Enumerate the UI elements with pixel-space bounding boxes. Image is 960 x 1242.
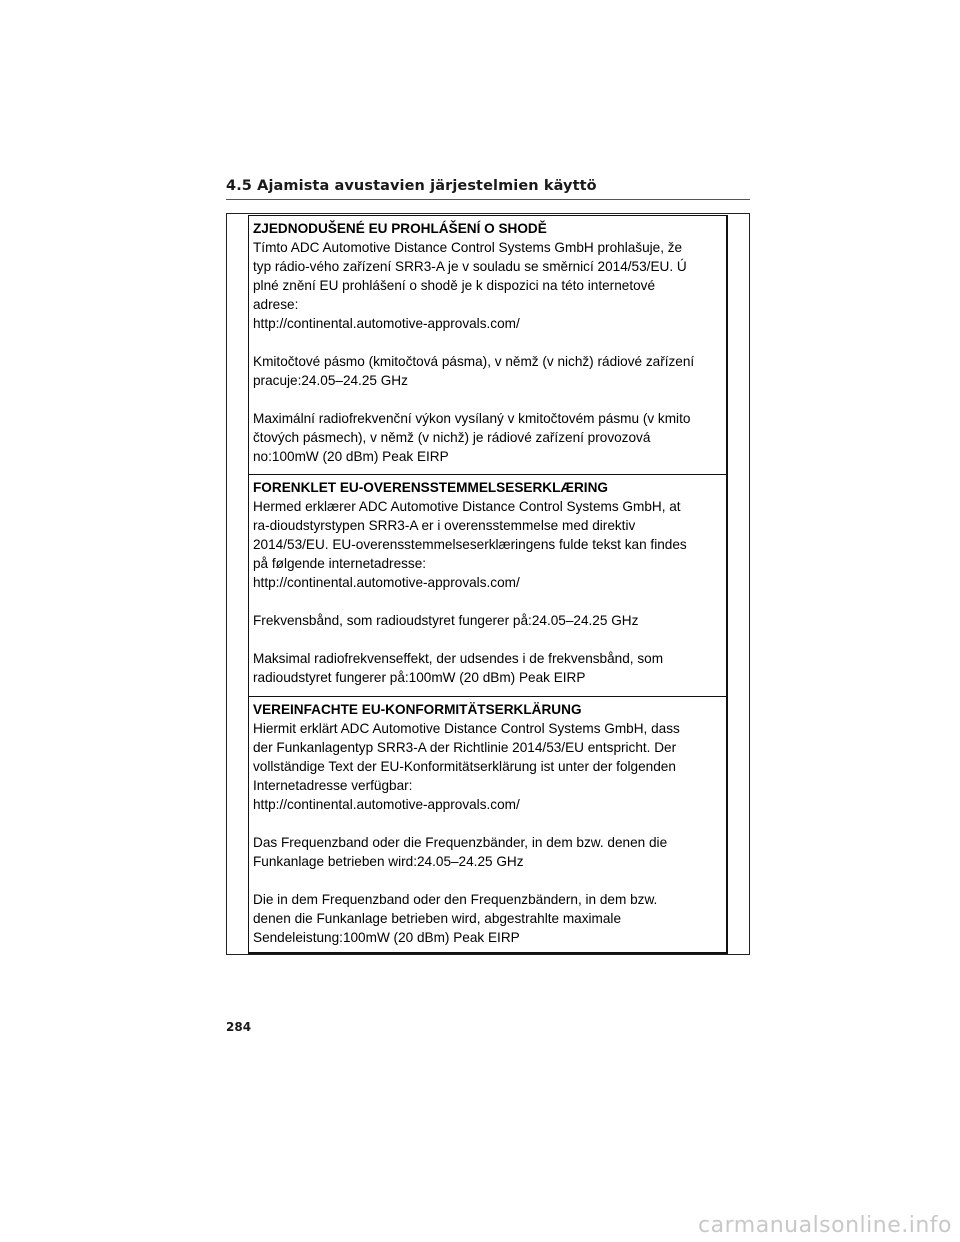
declaration-block-german: [249, 696, 726, 953]
section-title: 4.5 Ajamista avustavien järjestelmien käyttö: [226, 178, 597, 194]
max-power-czech: Maximální radiofrekvenční výkon vysílaný v kmitočtovém pásmu (v kmito čtových pásmech), v němž (v nichž) je rádiové zařízení provozová no:100mW (20 dBm) Peak EIRP: [253, 411, 691, 464]
page-number: 284: [226, 1020, 252, 1034]
max-power-german: Die in dem Frequenzband oder den Frequenzbändern, in dem bzw. denen die Funkanlage betrieben wird, abgestrahlte maximale Sendeleistung:100mW (20 dBm) Peak EIRP: [253, 892, 658, 945]
declaration-block-danish: [249, 474, 726, 696]
watermark: carmanualsonline.info: [698, 1213, 952, 1238]
declaration-block-czech: [249, 216, 726, 474]
frequency-band-czech: Kmitočtové pásmo (kmitočtová pásma), v němž (v nichž) rádiové zařízení pracuje:24.05–24.25 GHz: [253, 354, 695, 388]
header-divider: [226, 199, 750, 200]
declaration-statement-czech: Tímto ADC Automotive Distance Control Systems GmbH prohlašuje, že typ rádio-vého zařízení SRR3-A je v souladu se směrnicí 2014/53/EU. Ú plné znění EU prohlášení o shodě je k dispozici na této internetové adrese: http://continental.automotive-approvals.com/: [253, 240, 687, 331]
declaration-title-danish: FORENKLET EU-OVERENSSTEMMELSESERKLÆRING: [253, 480, 608, 495]
declaration-statement-danish: Hermed erklærer ADC Automotive Distance Control Systems GmbH, at ra-dioudstyrstypen SRR3-A er i overensstemmelse med direktiv 2014/53/EU. EU-overensstemmelseserklæringens fulde tekst kan findes på følgende internetadresse: http://continental.automotive-approvals.com/: [253, 499, 687, 590]
frequency-band-danish: Frekvensbånd, som radioudstyret fungerer på:24.05–24.25 GHz: [253, 613, 639, 628]
declaration-title-czech: ZJEDNODUŠENÉ EU PROHLÁŠENÍ O SHODĚ: [253, 221, 547, 236]
declaration-title-german: VEREINFACHTE EU-KONFORMITÄTSERKLÄRUNG: [253, 702, 582, 717]
declaration-statement-german: Hiermit erklärt ADC Automotive Distance Control Systems GmbH, dass der Funkanlagentyp SRR3-A der Richtlinie 2014/53/EU entspricht. Der vollständige Text der EU-Konformitätserklärung ist unter der folgenden Internetadresse verfügbar: http://continental.automotive-approvals.com/: [253, 721, 680, 812]
max-power-danish: Maksimal radiofrekvenseffekt, der udsendes i de frekvensbånd, som radioudstyret fungerer på:100mW (20 dBm) Peak EIRP: [253, 651, 664, 685]
declaration-table: [248, 215, 728, 954]
frequency-band-german: Das Frequenzband oder die Frequenzbänder, in dem bzw. denen die Funkanlage betrieben wird:24.05–24.25 GHz: [253, 835, 668, 869]
